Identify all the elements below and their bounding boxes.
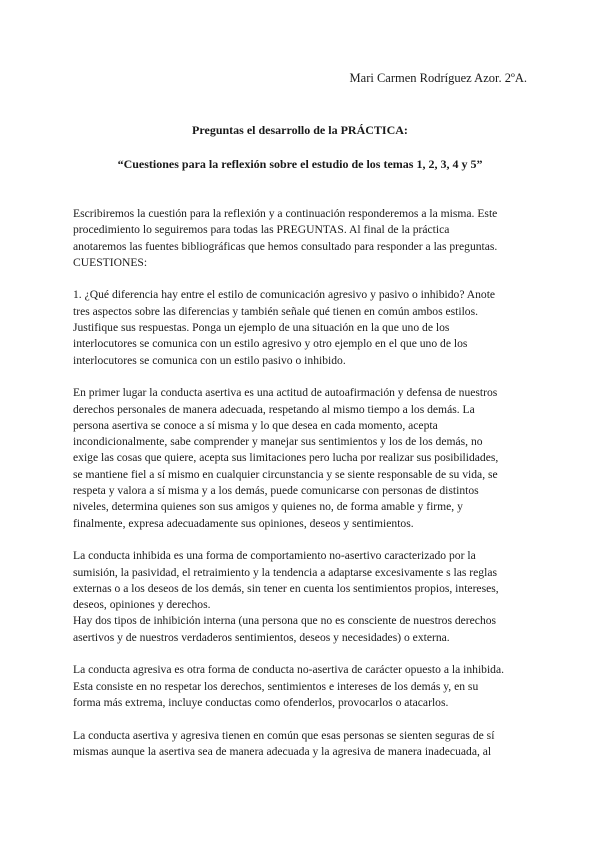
text-line: incondicionalmente, sabe comprender y manejar sus sentimientos y los de los demás, no (73, 435, 483, 449)
text-line: procedimiento lo seguiremos para todas las PREGUNTAS. Al final de la práctica (73, 223, 450, 237)
text-line: Justifique sus respuestas. Ponga un ejemplo de una situación en la que uno de los (73, 321, 450, 335)
text-line: externas o a los deseos de los demás, sin tener en cuenta los sentimientos propios, intereses, (73, 581, 499, 595)
question-1-paragraph (73, 287, 533, 368)
text-line: exige las cosas que quiere, acepta sus limitaciones pero lucha por realizar sus posibilidades, (73, 451, 499, 465)
common-paragraph (73, 728, 533, 761)
text-line: respeta y valora a sí misma y a los demás, puede comunicarse con personas de distintos (73, 484, 479, 498)
text-line: se mantiene fiel a sí mismo en cualquier circunstancia y se siente responsable de su vida, se (73, 467, 498, 481)
text-line: forma más extrema, incluye conductas como ofenderlos, provocarlos o atacarlos. (73, 695, 449, 709)
assertive-paragraph (73, 385, 533, 532)
document-title: Preguntas el desarrollo de la PRÁCTICA: (192, 123, 408, 137)
text-line: finalmente, expresa adecuadamente sus opiniones, deseos y sentimientos. (73, 516, 414, 530)
text-line: niveles, determina quienes son sus amigos y quienes no, de forma amable y firme, y (73, 500, 463, 514)
document-body (73, 206, 533, 776)
text-line: tres aspectos sobre las diferencias y también señale qué tienen en común ambos estilos. (73, 304, 479, 318)
text-line: CUESTIONES: (73, 255, 148, 269)
text-line: Escribiremos la cuestión para la reflexión y a continuación responderemos a la misma. Este (73, 207, 498, 220)
inhibited-paragraph (73, 548, 533, 613)
aggressive-paragraph (73, 662, 533, 711)
text-line: anotaremos las fuentes bibliográficas que hemos consultado para responder a las preguntas. (73, 239, 498, 253)
text-line: asertivos y de nuestros verdaderos sentimientos, deseos y necesidades) o externa. (73, 630, 450, 644)
document-subtitle: “Cuestiones para la reflexión sobre el estudio de los temas 1, 2, 3, 4 y 5” (117, 157, 483, 171)
text-line: persona asertiva se conoce a sí misma y lo que desea en cada momento, acepta (73, 418, 438, 432)
text-line: sumisión, la pasividad, el retraimiento y la tendencia a adaptarse excesivamente s las reglas (73, 565, 497, 579)
text-line: derechos personales de manera adecuada, respetando al mismo tiempo a los demás. La (73, 402, 475, 416)
text-line: La conducta asertiva y agresiva tienen en común que esas personas se sienten seguras de sí (73, 728, 495, 742)
text-line: La conducta inhibida es una forma de comportamiento no-asertivo caracterizado por la (73, 549, 476, 563)
intro-paragraph (73, 206, 533, 271)
text-line: 1. ¿Qué diferencia hay entre el estilo de comunicación agresivo y pasivo o inhibido? Anote (73, 288, 496, 302)
inhibition-types-paragraph (73, 613, 533, 646)
author-line: Mari Carmen Rodríguez Azor. 2ºA. (349, 71, 527, 85)
text-line: Hay dos tipos de inhibición interna (una persona que no es consciente de nuestros derechos (73, 614, 497, 628)
text-line: interlocutores se comunica con un estilo agresivo y otro ejemplo en el que uno de los (73, 337, 468, 351)
text-line: La conducta agresiva es otra forma de conducta no-asertiva de carácter opuesto a la inhibida. (73, 663, 505, 677)
text-line: interlocutores se comunica con un estilo pasivo o inhibido. (73, 353, 346, 367)
text-line: Esta consiste en no respetar los derechos, sentimientos e intereses de los demás y, en su (73, 679, 479, 693)
text-line: mismas aunque la asertiva sea de manera adecuada y la agresiva de manera inadecuada, al (73, 744, 492, 758)
text-line: En primer lugar la conducta asertiva es una actitud de autoafirmación y defensa de nuestros (73, 386, 498, 400)
text-line: deseos, opiniones y derechos. (73, 598, 211, 612)
